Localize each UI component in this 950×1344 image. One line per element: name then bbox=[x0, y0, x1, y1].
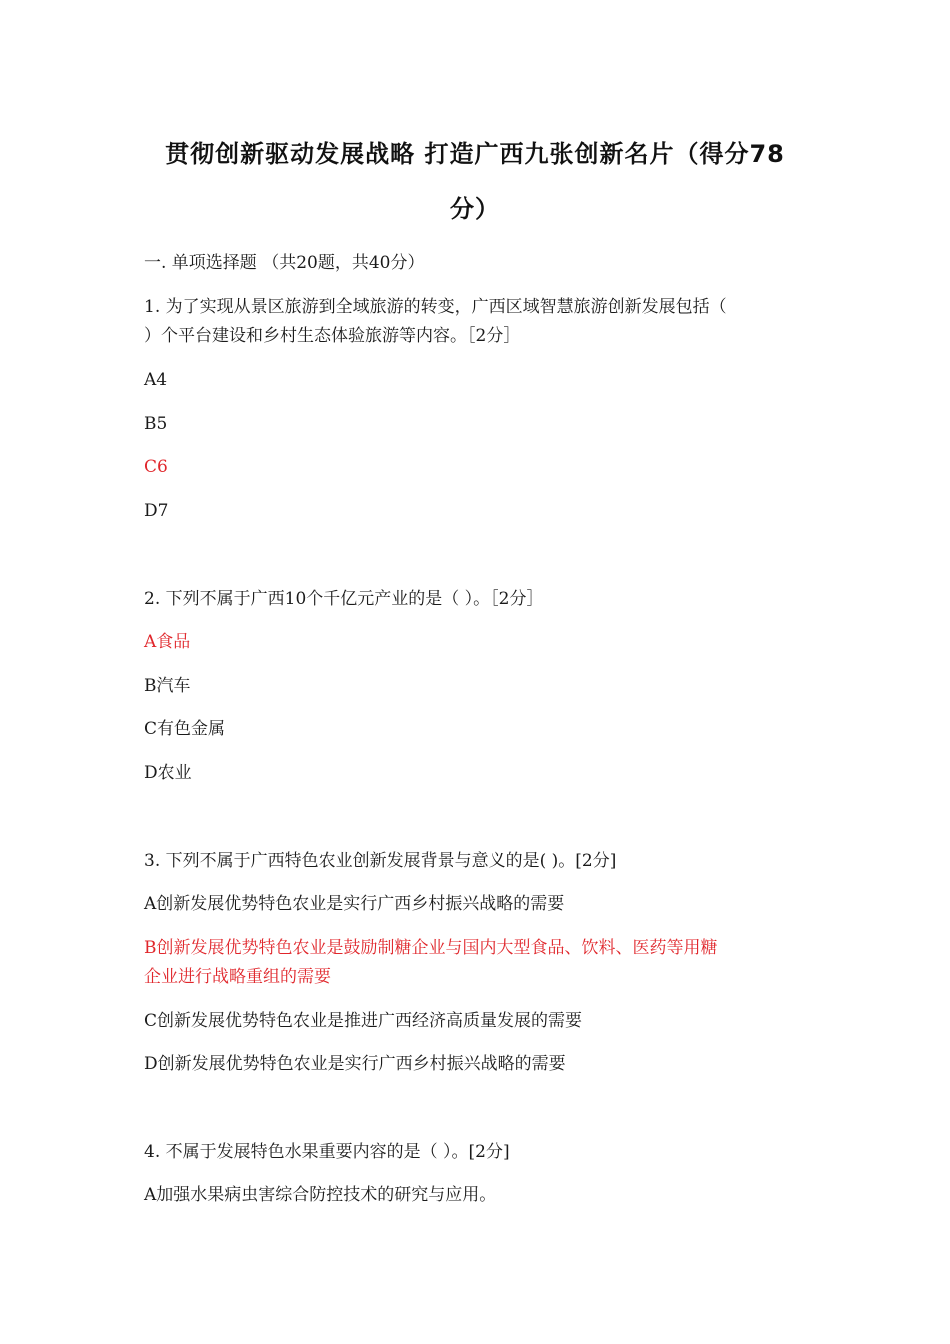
question-1-option-d: D7 bbox=[144, 501, 169, 521]
question-1-stem-continued: ）个平台建设和乡村生态体验旅游等内容。［2分］ bbox=[144, 326, 521, 346]
question-2-option-a-correct: A食品 bbox=[144, 632, 191, 652]
question-1-option-b: B5 bbox=[144, 414, 168, 434]
question-4-stem: 4. 不属于发展特色水果重要内容的是（ ）。[2分] bbox=[144, 1142, 510, 1162]
question-2-option-b: B汽车 bbox=[144, 676, 191, 696]
question-3-option-c: C创新发展优势特色农业是推进广西经济高质量发展的需要 bbox=[144, 1011, 583, 1031]
question-2-option-d: D农业 bbox=[144, 763, 192, 783]
question-1-option-a: A4 bbox=[144, 370, 168, 390]
question-3-stem: 3. 下列不属于广西特色农业创新发展背景与意义的是( )。[2分] bbox=[144, 851, 617, 871]
question-3-option-d: D创新发展优势特色农业是实行广西乡村振兴战略的需要 bbox=[144, 1054, 566, 1074]
question-3-option-b-correct-continued: 企业进行战略重组的需要 bbox=[144, 967, 331, 987]
question-2-stem: 2. 下列不属于广西10个千亿元产业的是（ ）。［2分］ bbox=[144, 589, 544, 609]
question-3-option-a: A创新发展优势特色农业是实行广西乡村振兴战略的需要 bbox=[144, 894, 565, 914]
section-heading: 一. 单项选择题 （共20题，共40分） bbox=[144, 253, 425, 273]
question-3-option-b-correct: B创新发展优势特色农业是鼓励制糖企业与国内大型食品、饮料、医药等用糖 bbox=[144, 938, 718, 958]
question-4-option-a: A加强水果病虫害综合防控技术的研究与应用。 bbox=[144, 1185, 497, 1205]
question-1-stem: 1. 为了实现从景区旅游到全域旅游的转变，广西区域智慧旅游创新发展包括（ bbox=[144, 297, 727, 317]
document-title-line-1: 贯彻创新驱动发展战略 打造广西九张创新名片（得分78 bbox=[165, 140, 785, 168]
question-1-option-c-correct: C6 bbox=[144, 457, 168, 477]
question-2-option-c: C有色金属 bbox=[144, 719, 226, 739]
document-title-line-2: 分） bbox=[450, 195, 500, 223]
